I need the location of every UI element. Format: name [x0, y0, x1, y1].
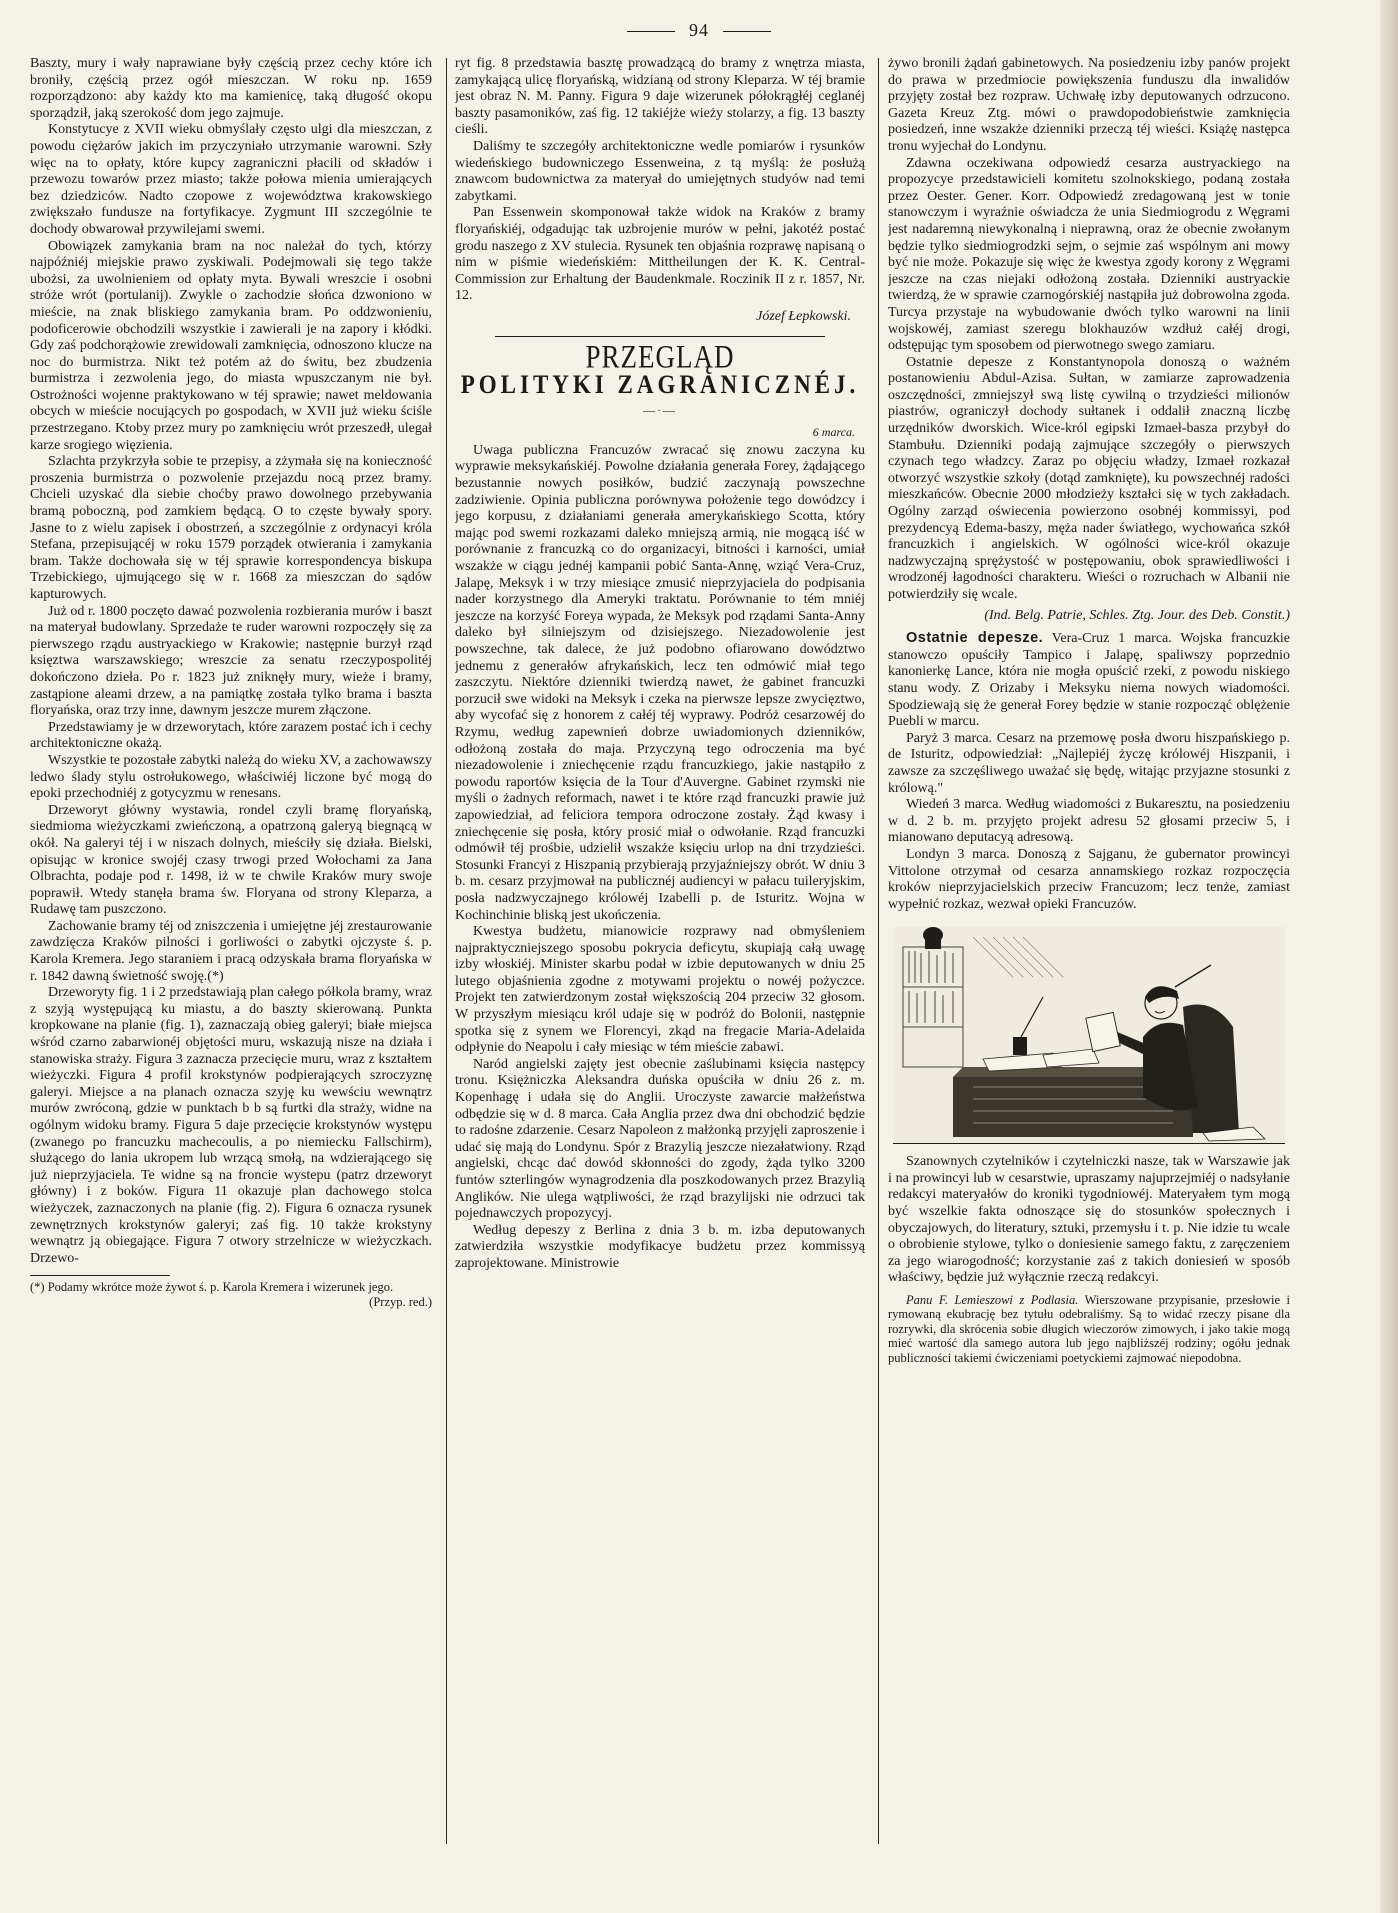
- paragraph: Wiedeń 3 marca. Według wiadomości z Bukaresztu, na posiedzeniu w d. 2 b. m. przyjęto projekt adresu 52 głosami przeciw 5, i mianowano deputacyą adresową.: [888, 797, 1290, 846]
- paragraph: Naród angielski zajęty jest obecnie zaślubinami księcia następcy tronu. Księżniczka Aleksandra duńska opuściła w dniu 26 z. m. Kopenhagę i udała się do Anglii. Uroczyste zawarcie małżeństwa odbędzie się w d. 8 marca. Cała Anglia przez dwa dni obchodzić będzie to radośne zdarzenie. Cesarz Napoleon z małżonką przyjęli zaproszenie i udać się mają do Londynu. Spór z Brazylią jeszcze niezałatwiony. Rząd angielski, chcąc dać dowód skłonności do zgody, żąda tylko 3200 funtów szterlingów wynagrodzenia dla poszkodowanych przez Brazylią Anglików. Nie ulega wątpliwości, że rząd brazylijski nie odrzuci tak pojednawczych propozycyj.: [455, 1056, 865, 1222]
- paragraph: ryt fig. 8 przedstawia basztę prowadzącą do bramy z wnętrza miasta, zamykającą ulicę floryańską, widzianą od strony Kleparza. W téj bramie jest obraz N. M. Panny. Figura 9 daje wizerunek półokrągłéj ceglanéj baszty pasamoników, zaś fig. 12 takiéjże wieży stolarzy, a fig. 13 baszty cieśli.: [455, 56, 865, 138]
- paragraph: Baszty, mury i wały naprawiane były częścią przez cechy które ich broniły, częścią przez ogół mieszczan. W roku np. 1659 rozporządzono: aby każdy kto ma kamienicę, taką długość okopu sporządził, jaką szerokość dom jego zajmuje.: [30, 56, 432, 121]
- paragraph: Paryż 3 marca. Cesarz na przemowę posła dworu hiszpańskiego p. de Isturitz, odpowiedział: „Najlepiéj życzę królowéj Hiszpanii, i zawsze za szczęśliwego uważać się będę, witając przyjazne stosunki z królową.": [888, 730, 1290, 796]
- page-edge: [1380, 0, 1398, 1913]
- section-divider: [495, 336, 825, 337]
- footnote-rule: [30, 1275, 170, 1276]
- editorial-reply: [888, 1293, 1290, 1365]
- editorial-reply-heading: Panu F. Lemieszowi z Podlasia.: [906, 1293, 1079, 1308]
- paragraph: Zdawna oczekiwana odpowiedź cesarza austryackiego na propozycye przedstawicieli komitetu szolnokskiego, podaną została przez Oester. Gener. Korr. Odpowiedź zredagowaną jest w tonie stanowczym i wyraźnie oświadcza że unia Siedmiogrodu z Węgrami jest nadaremną niewykonalną i nieprawną, oraz że obecnie zwołanym będzie tylko siedmiogrodzki sejm, o sejmie zaś wspólnym ani mowy być nie może. Pokazuje się więc że kwestya zgody korony z Węgrami jeszcze na czas niejaki odłożoną została. Dzienniki austryackie twierdzą, że w sprawie czarnogórskiéj nastąpiła już dobrowolna zgoda. Turcya przystaje na wybudowanie dwóch tylko warowni na linii wojskowéj, zamiast szeregu blokhauzów wzdłuż całéj drogi, odstępując tym sposobem od pierwotnego swego zamiaru.: [888, 155, 1290, 354]
- paragraph: Pan Essenwein skomponował także widok na Kraków z bramy floryańskiéj, odgadując tak uzbrojenie murów w pełni, jakotéż postać grodu naszego z XV stulecia. Rysunek ten objaśnia rozprawę napisaną o nim w piśmie wiedeńskiém: Mittheilungen der K. K. Central-Commission zur Erhaltung der Baudenkmale. Roczinik II z r. 1857, Nr. 12.: [455, 205, 865, 304]
- paragraph: Daliśmy te szczegóły architektoniczne wedle pomiarów i rysunków wiedeńskiego budowniczego Essenweina, z tą myślą: że posłużą znawcom budownictwa za materyał do umiejętnych studyów nad temi zabytkami.: [455, 138, 865, 204]
- paragraph: Przedstawiamy je w drzeworytach, które zarazem postać ich i cechy architektoniczne okażą.: [30, 719, 432, 752]
- man-reading-at-desk-engraving-icon: [893, 927, 1285, 1144]
- column-1: [30, 56, 432, 1832]
- section-subtitle: POLITYKI ZAGRANICZNÉJ.: [460, 370, 860, 399]
- dateline: 6 marca.: [812, 425, 855, 440]
- paragraph: Konstytucye z XVII wieku obmyślały często ulgi dla mieszczan, z powodu ciężarów jakich im przyczyniało utrzymanie warowni. Szły więc na to opłaty, które kupcy zagraniczni płacili od składów i przewozu towarów przez miasto; także połowa mienia umierających bez dziedziców. Nadto czopowe z województwa krakowskiego zwiększało fundusze na fortyfikacye. Zygmunt III szczególnie te dochody obwarował przywilejami swemi.: [30, 122, 432, 237]
- paragraph: Londyn 3 marca. Donoszą z Sajganu, że gubernator prowincyi Vittolone otrzymał od cesarza annamskiego rozkaz rozpoczęcia kroków nieprzyjacielskich przeciw Francuzom; lecz tenże, zamiast wypełnić rozkaz, wezwał opieki Francuzów.: [888, 846, 1290, 912]
- paragraph: Już od r. 1800 poczęto dawać pozwolenia rozbierania murów i baszt na materyał budowlany. Sprzedaże te ruder warowni rozpoczęły się za pierwszego rządu austryackiego w Krakowie; następnie burzył rząd księztwa warszawskiego; wreszcie za senatu rzeczypospolitéj dokończono dzieła. Po r. 1823 już zniknęły mury, wieże i bramy, zastąpione aleami drzew, a na pamiątkę została tylko brama i baszta floryańska, oraz trzy inne, dawnym jeszcze murem złączone.: [30, 603, 432, 719]
- depesze-text: Vera-Cruz 1 marca. Wojska francuzkie stanowczo opuściły Tampico i Jalapę, spaliwszy poprzednio kanonierkę Lance, która nie mogła opuścić rzeki, z powodu niskiego stanu wody. Z Orizaby i Meksyku niema nowych wiadomości. Spodziewają się że generał Forey będzie w stanie rozpocząć oblężenie Puebli w marcu.: [888, 631, 1290, 730]
- paragraph: Według depeszy z Berlina z dnia 3 b. m. izba deputowanych zatwierdziła wszystkie modyfikacye budżetu przez kommissyą zaprojektowane. Ministrowie: [455, 1222, 865, 1271]
- paragraph: Kwestya budżetu, mianowicie rozprawy nad obmyśleniem najpraktyczniejszego sposobu pokrycia deficytu, skupiają całą uwagę izby włoskiéj. Minister skarbu podał w izbie deputowanych w dniu 25 lutego objaśnienia zgodne z motywami projektu o nowéj pożyczce. Projekt ten zatwierdzonym został większością 204 przeciw 32 głosom. W przyszłym miesiącu król udaje się w podróż do Bolonii, następnie spotka się z synem we Florencyi, zkąd na fregacie Maria-Adelaida odpłynie do Neapolu i cały miesiąc w tém mieście zabawi.: [455, 924, 865, 1056]
- paragraph: Drzeworyty fig. 1 i 2 przedstawiają plan całego półkola bramy, wraz z szyją występującą ku miastu, a do baszty skierowaną. Punkta kropkowane na planie (fig. 1), zaznaczają obieg galeryi; białe miejsca wśród czarno zabarwionéj objętości muru, wskazują nisze na działa i stanowiska straży. Figura 3 zaznacza przecięcie muru, wraz z kształtem wieżyczki. Figura 4 profil krokstynów podpierających szroczyznę galeryi. Miejsce a na planach oznacza szyję ku wewściu wewnątrz murów zwróconą, gdzie w punktach b b są furtki dla straży, widne na ogólnym widoku bramy. Figura 5 daje przecięcie krokstynów występu (zwanego po francuzku machecoulis, a po niemiecku Fallschirm), służącego do lania ukropem lub wrzącą smołą, na wdzierającego się już nieprzyjaciela. Te widne są na froncie wystepu (patrz drzeworyt główny) i z boków. Figura 11 okazuje plan dachowego stolca wieżyczek, zaznaczonych na planie (fig. 2). Figura 6 oznacza rysunek zewnętrznych krokstynów galeryi; zaś fig. 10 także krokstyny wewnątrz ją obiegające. Figura 7 otwory strzelnicze w wieżyczkach. Drzewo-: [30, 985, 432, 1266]
- column-rule-2: [878, 58, 879, 1844]
- sources-citation: (Ind. Belg. Patrie, Schles. Ztg. Jour. des Deb. Constit.): [984, 607, 1290, 623]
- footnote-text: (*) Podamy wkrótce może żywot ś. p. Karola Kremera i wizerunek jego.: [30, 1280, 394, 1295]
- paragraph: Zachowanie bramy téj od zniszczenia i umiejętne jéj zrestaurowanie zawdzięcza Kraków pilności i gorliwości o zabytki ojczyste ś. p. Karola Kremera. Jego staraniem i pracą odzyskała brama floryańska w r. 1842 dawną świetność swoję.(*): [30, 918, 432, 984]
- column-rule-1: [446, 58, 447, 1844]
- section-title: PRZEGLĄD: [585, 338, 735, 375]
- editorial-reply-text: Wierszowane przypisanie, przesłowie i rymowaną ekubrację bez tytułu odebraliśmy. Są to widać rzeczy pisane dla rozrywki, dla skrócenia sobie długich wieczorów zimowych, i jako takie mogą mieć wartość dla samego autora lub jego najbliższéj rodziny; ogółu jednak publiczności takiemi ćwiczeniami poetyckiemi zajmować niepodobna.: [888, 1293, 1290, 1365]
- paragraph: Drzeworyt główny wystawia, rondel czyli bramę floryańską, siedmioma wieżyczkami zwieńczoną, a opatrzoną galeryą biegnącą w okół. Na galeryi téj i w niszach dolnych, mieściły się działa. Bielski, opisując w kronice swojéj czasy trwogi przed Wołochami za Jana Olbrachta, podaje pod r. 1498, iż w te chwile Kraków mury swoje poprawił. Wtedy stanęła brama św. Floryana od strony Kleparza, a Rudawę tam puszczono.: [30, 802, 432, 918]
- footnote-credit: (Przyp. red.): [369, 1295, 432, 1310]
- paragraph: Ostatnie depesze z Konstantynopola donoszą o ważném postanowieniu Abdul-Azisa. Sułtan, w zamiarze zaprowadzenia oszczędności, zmniejszył swą listę cywilną o trzydzieści milionów piastrów, ograniczył dochody sułtanek i oddalił znaczną liczbę urzędników dworskich. Wice-król egipski Izmaeł-basza przybył do Stambułu. Dzienniki podają zajmujące szczegóły o pierwszych czynach tego władzcy. Zaraz po objęciu władzy, Izmaeł rozkazał otworzyć wszystkie szkoły (dotąd zamknięte), ku powszechnéj radości mieszkańców. Obecnie 2000 młodzieży kształci się w tych zakładach. Ogólny zarząd oświecenia powierzono osobnéj kommissyi, pod prezydencyą Edema-baszy, męża nader światłego, wychowańca szkół francuzkich i angielskich. W ogólności wice-król okazuje nadzwyczajną sprężystość w postępowaniu, obok sprawiedliwości i wrodzonéj łagodności charakteru. Wieści o rozruchach w Albanii nie potwierdziły się wcale.: [888, 354, 1290, 602]
- paragraph: [888, 630, 1290, 731]
- footnote: [30, 1280, 432, 1310]
- column-2: [455, 56, 865, 1832]
- paragraph: Wszystkie te pozostałe zabytki należą do wieku XV, a zachowawszy ledwo ślady stylu ostrołukowego, właściwiéj liczone być mogą do epoki przechodniéj z gotycyzmu w renesans.: [30, 752, 432, 802]
- ornament-divider: —·—: [643, 402, 677, 417]
- paragraph: Obowiązek zamykania bram na noc należał do tych, którzy najpóźniéj miejskie prawo zyskiwali. Podejmowali się tego także ubożsi, za uwolnieniem od opłaty myta. Bywali wreszcie i osobni stróże wrót (portulanij). Zwykle o zachodzie słońca dzwoniono w mieście, na znak bliskiego zamykania bram. Po oddzwonieniu, podoficerowie obchodzili wszystkie i zawierali je na zapory i kłódki. Gdy zaś podchorążowie zrewidowali zamknięcia, odnoszono klucze na noc do burmistrza. Nikt też potém aż do świtu, bez zbudzenia burmistrza i zezwolenia jego, do miasta wpuszczanym nie był. Ostrożności wojenne praktykowano w téj sprawie; nawet meldowania obcych w mieście nocujących po gospodach, w XVII już wieku ściśle przestrzegano. Ktoby przez mury po zamknięciu wrót przeszedł, ulegał karze srogiego więzienia.: [30, 238, 432, 453]
- paragraph: Uwaga publiczna Francuzów zwracać się znowu zaczyna ku wyprawie meksykańskiéj. Powolne działania generała Forey, żądającego bezustannie nowych posiłków, budzić zaczynają powszechne zadziwienie. Opinia publiczna porównywa położenie tego dowódzcy i jego korpusu, z działaniami generała amerykańskiego Scotta, który mając pod swemi rozkazami daleko mniejszą armią, nie mogącą iść w porównanie z francuzką co do organizacyi, bitności i karności, umiał wszakże w ciągu jednéj kampanii pobić Santa-Annę, wziąć Vera-Cruz, Jalapę, Meksyk i w trzy miesiące zmusić nieprzyjaciela do podpisania nader korzystnego dla Ameryki traktatu. Porównanie to tém mniéj jeszcze na korzyść Foreya wypada, że Meksyk pod rządami Santa-Anny daleko był silniejszym od dzisiejszego. Niezadowolenie jest powszechne, tak dalece, że już podobno ofiarowano dowództwo jednemu z generałów afrykańskich, lecz ten odmówić miał tego zaszczytu. Niektóre dzienniki twierdzą nawet, że gabinet francuzki porzucił swe widoki na Meksyk i czeka na pierwsze lepsze zwycięztwo, aby wycofać się z honorem z całéj téj wyprawy. Podróż cesarzowéj do Rzymu, według zapewnień dobrze uwiadomionych dzienników, odłożoną została do maja. Przyczyną tego odroczenia ma być niezadowolenie i zniechęcenie rządu francuzkiego, jakie nastąpiło z powodu raportów księcia de la Tour d'Auvergne. Gabinet rzymski nie myśli o żadnych reformach, nawet i te które rząd francuzki prawie już zapowiedział, ad feliciora tempora odroczone zostały. Żąd kwasy i zniechęcenie się posła, który prosić miał o odwołanie. Rząd francuzki odmówił téj prośbie, udzielił wszakże księciu urlop na dni trzydzieści. Stosunki Francyi z Hiszpanią przybierają przyjaźniejszy obrót. W dniu 3 b. m. cesarz przyjmował na publicznéj audiencyi w pałacu tuileryjskim, posła nadzwyczajnego królowéj Izabelli p. de Isturitz. Wojna w Kochinchinie bliską jest ukończenia.: [455, 442, 865, 923]
- column-3: [888, 56, 1290, 1832]
- paragraph: Szanownych czytelników i czytelniczki nasze, tak w Warszawie jak i na prowincyi lub w cesarstwie, upraszamy najuprzejmiéj o nadsyłanie redakcyi materyałów do kroniki tygodniowéj. Materyałem tym mogą być wszelkie fakta odnoszące się do stosunków społecznych i obyczajowych, do literatury, sztuki, przemysłu i t. p. Nie idzie tu wcale o obrobienie stylowe, tylko o doniesienie samego faktu, z zaręczeniem za jego wiarogodność; korzystanie zaś z takich doniesień w sposób właściwy, będzie już wyłącznie rzeczą redakcyi.: [888, 1154, 1290, 1286]
- depesze-heading: Ostatnie depesze.: [906, 630, 1044, 647]
- paragraph: Szlachta przykrzyła sobie te przepisy, a zżymała się na konieczność proszenia burmistrza o pozwolenie przejazdu nocą przez bramy. Chcieli uzyskać dla siebie choćby prawo dowolnego przebywania bramą poboczną, pod zamkiem będącą. O to częste bywały spory. Jasne to z wielu zapisek i obostrzeń, a szczególnie z ordynacyi króla Stefana, przepisującéj w roku 1579 porządek otwierania i zamykania bram. Także dochowała się w téj sprawie korrespondencya biskupa Trzebickiego, ujmującego się w r. 1668 za mieszczan do sądów kapturowych.: [30, 454, 432, 602]
- paragraph: żywo bronili żądań gabinetowych. Na posiedzeniu izby panów projekt do prawa w przedmiocie powiększenia funduszu dla inwalidów przyjęty został bez rozpraw. Uchwałę izby deputowanych odrzucono. Gazeta Kreuz Ztg. mówi o prawdopodobieństwie zamknięcia posiedzeń, inne wszakże dzienniki przeczą téj wieści. Książę następca tronu wyjechał do Londynu.: [888, 56, 1290, 154]
- author-signature: Józef Łepkowski.: [756, 308, 851, 324]
- page-number: [0, 20, 1398, 41]
- page-number-text: 94: [689, 20, 709, 40]
